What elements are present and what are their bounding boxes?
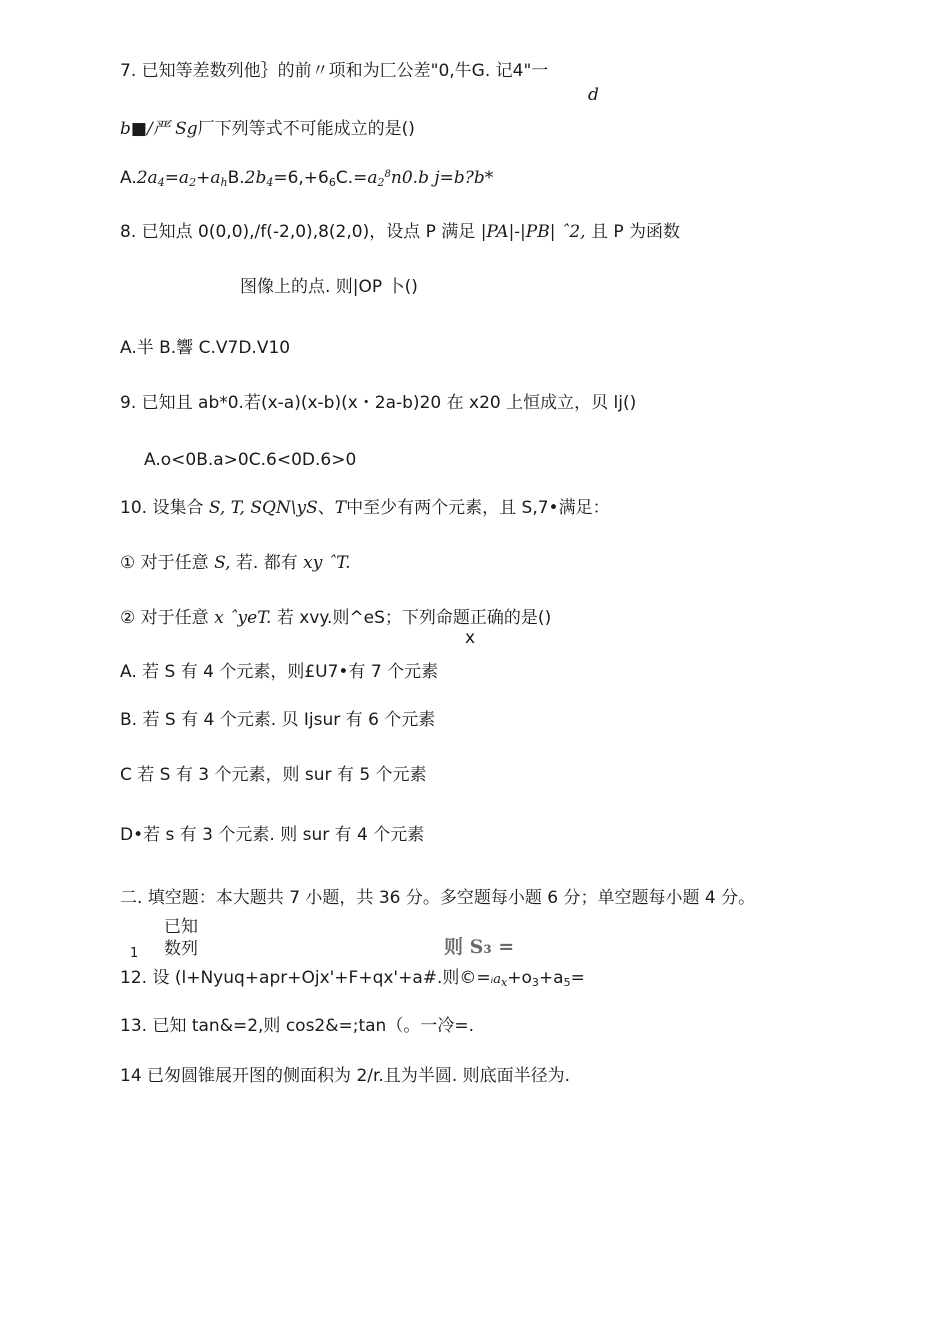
- q12-text: 12. 设 (l+Nyuq+apr+Ojx'+F+qx'+a#.则©=: [120, 968, 491, 988]
- q9-options: A.o<0B.a>0C.6<0D.6>0: [144, 450, 357, 470]
- q10-option-a: A. 若 S 有 4 个元素，则£U7•有 7 个元素: [120, 662, 439, 682]
- q7-opt-c-sup: 8: [384, 169, 391, 180]
- q11-text-bottom: 数列: [164, 939, 198, 959]
- q10-cond1-text2: 若. 都有: [230, 553, 304, 573]
- q10-stem-text: 10. 设集合: [120, 498, 209, 518]
- q10-cond1-math2: xy ˆT.: [303, 553, 351, 573]
- q7-opt-a-label: A.: [120, 168, 137, 188]
- q7-opt-a-sub3: h: [220, 176, 228, 189]
- q7-opt-a-math2: =a: [164, 168, 190, 188]
- q7-line2-math-b: /严 Sg: [146, 119, 198, 139]
- q7-opt-a-sub: 4: [157, 176, 165, 189]
- q10-stem-text2: 中至少有两个元素，且 S,7•满足：: [346, 498, 610, 518]
- q7-opt-b-label: B.: [227, 168, 245, 188]
- q10-cond2-math: x ˆyeT.: [214, 608, 272, 628]
- q7-opt-b-sub2: 6: [328, 176, 336, 189]
- q12-math: ᵢa: [490, 972, 502, 987]
- q8-stem-text: 8. 已知点 0(0,0),/f(-2,0),8(2,0)，设点 P 满足: [120, 222, 476, 242]
- q10-cond2-text2: 若 xvy.则^eS；下列命题正确的是(): [271, 608, 552, 628]
- section2-header: 二. 填空题：本大题共 7 小题，共 36 分。多空题每小题 6 分；单空题每小题 4 分。: [120, 888, 756, 908]
- q7-opt-b-math: 2b: [244, 168, 267, 188]
- q7-opt-b-sub: 4: [266, 176, 274, 189]
- q12-sub3: 5: [563, 976, 571, 989]
- q7-stem-text: 7. 已知等差数列他｝的前〃项和为匚公差"0,牛G. 记4"一: [120, 61, 549, 81]
- q7-opt-c-label: C.: [335, 168, 354, 188]
- q7-opt-c-math2: n0.: [390, 168, 419, 188]
- q7-line2-text: 厂下列等式不可能成立的是(): [197, 119, 415, 139]
- q11-text-top: 已知: [164, 917, 198, 937]
- q7-line2: [120, 118, 415, 140]
- q10-cond1: [120, 552, 350, 574]
- q12-text2: +o: [507, 968, 532, 988]
- q12-line: [120, 967, 585, 991]
- q11-number: 1: [130, 946, 139, 961]
- q10-stem-math: S, T, SQN\yS: [208, 498, 318, 518]
- q13-line: 13. 已知 tan&=2,则 cos2&=;tan（。一冷=.: [120, 1016, 474, 1036]
- q10-option-d: D•若 s 有 3 个元素. 则 sur 有 4 个元素: [120, 825, 425, 845]
- q7-opt-d-math: b j=b?b*: [418, 168, 494, 188]
- q14-line: 14 已匆圆锥展开图的侧面积为 2/r.且为半圆. 则底面半径为.: [120, 1066, 571, 1086]
- q8-line1: [120, 221, 680, 243]
- q12-math-sub: x: [501, 976, 508, 989]
- q7-opt-b-text: =6,+6: [273, 168, 329, 188]
- q8-stem-math2: ˆ2,: [555, 222, 586, 242]
- q7-options: [120, 167, 493, 192]
- q10-stem-math2: T: [334, 498, 347, 518]
- q11-formula: 则 S₃ =: [444, 936, 515, 958]
- q10-cond2: [120, 607, 551, 629]
- q7-opt-a-sub2: 2: [189, 176, 197, 189]
- q10-cond2-fraction-x: x: [465, 628, 476, 648]
- q8-line2: 图像上的点. 则|OP 卜(): [240, 277, 418, 297]
- q8-stem-math: |PA|-|PB|: [480, 222, 556, 242]
- q10-option-b: B. 若 S 有 4 个元素. 贝 Ijsur 有 6 个元素: [120, 710, 436, 730]
- q7-d-symbol: d: [588, 85, 599, 105]
- q9-line1: 9. 已知且 ab*0.若(x-a)(x-b)(x・2a-b)20 在 x20 上恒成立，贝 lj(): [120, 393, 637, 413]
- q7-opt-c-sub: 2: [377, 176, 385, 189]
- q10-stem-sep: 、: [317, 498, 335, 518]
- q7-line2-math-a: b■: [120, 119, 147, 139]
- q12-text4: =: [570, 968, 585, 988]
- q8-options: A.半 B.響 C.V7D.V10: [120, 338, 291, 358]
- q12-sub2: 3: [531, 976, 539, 989]
- q10-cond1-text: ① 对于任意: [120, 553, 215, 573]
- q10-line1: [120, 497, 610, 519]
- q7-opt-c-math: =a: [353, 168, 378, 188]
- q7-opt-a-math: 2a: [136, 168, 158, 188]
- q10-option-c: C 若 S 有 3 个元素，则 sur 有 5 个元素: [120, 765, 427, 785]
- q8-stem-text2: 且 P 为函数: [585, 222, 681, 242]
- q12-text3: +a: [538, 968, 564, 988]
- q10-cond1-math: S,: [214, 553, 231, 573]
- q7-line1: [120, 60, 548, 82]
- q7-opt-a-math3: +a: [196, 168, 221, 188]
- q10-cond2-text: ② 对于任意: [120, 608, 215, 628]
